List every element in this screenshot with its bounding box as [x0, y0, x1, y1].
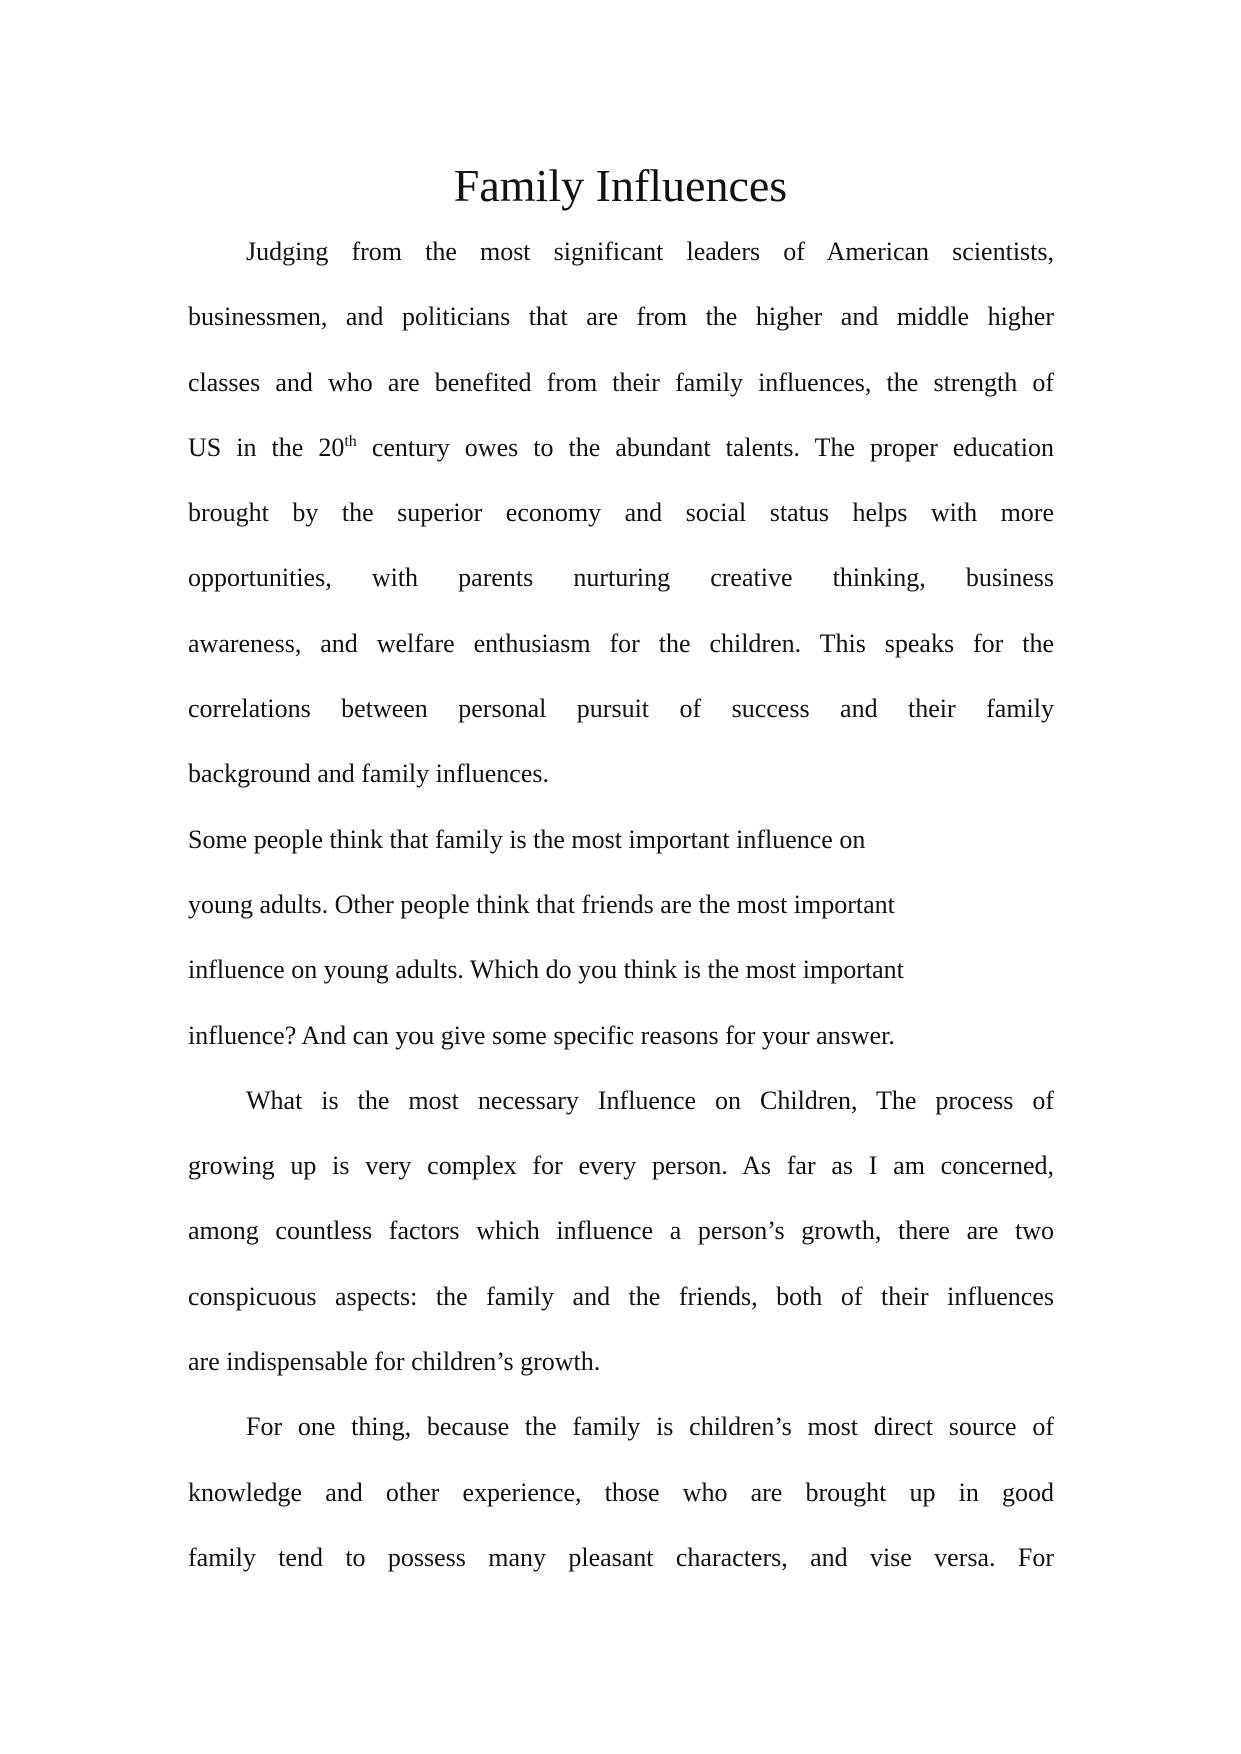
paragraph-line: For one thing, because the family is children’s most direct source of [246, 1412, 1054, 1442]
paragraph-line: are indispensable for children’s growth. [188, 1347, 601, 1377]
paragraph-line: awareness, and welfare enthusiasm for the children. This speaks for the [188, 628, 1054, 658]
paragraph-line: classes and who are benefited from their family influences, the strength of [188, 367, 1054, 397]
paragraph-line: young adults. Other people think that friends are the most important [188, 889, 895, 919]
ordinal-superscript: th [344, 432, 357, 450]
document-body [188, 219, 1054, 1590]
paragraph-3 [188, 1068, 1054, 1394]
paragraph-line: influence? And can you give some specific reasons for your answer. [188, 1020, 895, 1050]
paragraph-line: correlations between personal pursuit of success and their family [188, 694, 1054, 724]
paragraph-line: Judging from the most significant leaders of American scientists, [246, 237, 1054, 266]
paragraph-line: influence on young adults. Which do you think is the most important [188, 955, 904, 985]
paragraph-4 [188, 1394, 1054, 1590]
paragraph-1 [188, 219, 1054, 807]
paragraph-line: What is the most necessary Influence on Children, The process of [246, 1085, 1054, 1115]
line-text: century owes to the abundant talents. The proper education [356, 432, 1054, 462]
paragraph-line: Some people think that family is the most important influence on [188, 824, 866, 854]
paragraph-line: among countless factors which influence a person’s growth, there are two [188, 1216, 1054, 1246]
document-title: Family Influences [453, 160, 788, 211]
paragraph-line: conspicuous aspects: the family and the friends, both of their influences [188, 1281, 1054, 1311]
paragraph-line: family tend to possess many pleasant characters, and vise versa. For [188, 1542, 1054, 1572]
paragraph-line [188, 415, 1054, 480]
paragraph-line: opportunities, with parents nurturing creative thinking, business [188, 563, 1054, 593]
paragraph-line: brought by the superior economy and social status helps with more [188, 498, 1054, 528]
paragraph-line: businessmen, and politicians that are from the higher and middle higher [188, 302, 1054, 332]
paragraph-line: background and family influences. [188, 759, 549, 789]
line-text: US in the 20 [188, 432, 345, 462]
paragraph-2 [188, 807, 1054, 1068]
paragraph-line: knowledge and other experience, those who are brought up in good [188, 1477, 1054, 1507]
paragraph-line: growing up is very complex for every person. As far as I am concerned, [188, 1151, 1054, 1181]
